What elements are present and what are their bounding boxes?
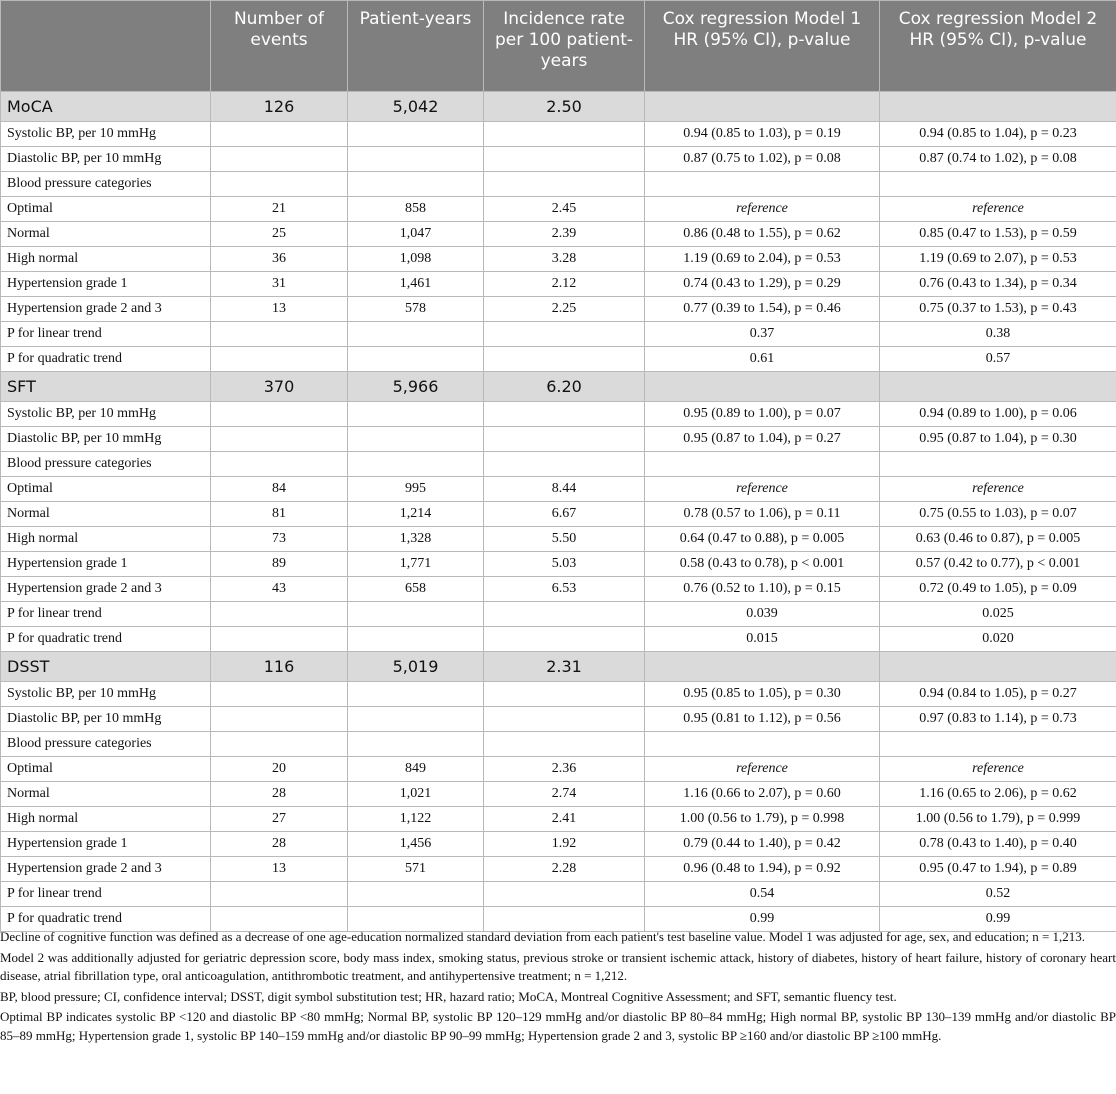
header-cox-model-2: Cox regression Model 2 HR (95% CI), p-value bbox=[880, 1, 1116, 92]
cell-events: 73 bbox=[211, 527, 348, 552]
cell-incidence: 2.28 bbox=[484, 857, 645, 882]
cell-patient-years bbox=[348, 427, 484, 452]
cell-model-2: 0.87 (0.74 to 1.02), p = 0.08 bbox=[880, 147, 1116, 172]
cell-model-1: 0.64 (0.47 to 0.88), p = 0.005 bbox=[645, 527, 880, 552]
section-model-2 bbox=[880, 652, 1116, 682]
cell-model-2: 1.16 (0.65 to 2.06), p = 0.62 bbox=[880, 782, 1116, 807]
cell-model-1: 0.76 (0.52 to 1.10), p = 0.15 bbox=[645, 577, 880, 602]
cell-model-2: reference bbox=[880, 197, 1116, 222]
cell-model-2 bbox=[880, 732, 1116, 757]
cell-events: 28 bbox=[211, 782, 348, 807]
table-row bbox=[1, 577, 1116, 602]
cell-model-2: 0.025 bbox=[880, 602, 1116, 627]
cell-patient-years bbox=[348, 707, 484, 732]
row-label: Hypertension grade 1 bbox=[1, 272, 211, 297]
section-model-2 bbox=[880, 372, 1116, 402]
cell-incidence bbox=[484, 172, 645, 197]
row-label: Blood pressure categories bbox=[1, 732, 211, 757]
section-model-2 bbox=[880, 92, 1116, 122]
cell-model-1: 0.61 bbox=[645, 347, 880, 372]
section-events: 126 bbox=[211, 92, 348, 122]
cell-patient-years bbox=[348, 452, 484, 477]
section-patient-years: 5,019 bbox=[348, 652, 484, 682]
cell-patient-years bbox=[348, 602, 484, 627]
table-row bbox=[1, 552, 1116, 577]
cell-model-2: 0.97 (0.83 to 1.14), p = 0.73 bbox=[880, 707, 1116, 732]
cell-events: 84 bbox=[211, 477, 348, 502]
section-row-dsst bbox=[1, 652, 1116, 682]
cell-patient-years: 1,456 bbox=[348, 832, 484, 857]
cell-patient-years: 1,098 bbox=[348, 247, 484, 272]
row-label: Diastolic BP, per 10 mmHg bbox=[1, 147, 211, 172]
footnotes bbox=[0, 928, 1116, 1045]
table-row bbox=[1, 147, 1116, 172]
cell-patient-years: 571 bbox=[348, 857, 484, 882]
table-row bbox=[1, 882, 1116, 907]
cell-patient-years bbox=[348, 347, 484, 372]
table-row bbox=[1, 247, 1116, 272]
row-label: P for linear trend bbox=[1, 322, 211, 347]
row-label: Hypertension grade 1 bbox=[1, 552, 211, 577]
cell-events: 25 bbox=[211, 222, 348, 247]
cell-events bbox=[211, 707, 348, 732]
cell-patient-years bbox=[348, 402, 484, 427]
cell-model-1: reference bbox=[645, 477, 880, 502]
row-label: Blood pressure categories bbox=[1, 172, 211, 197]
cell-patient-years: 1,021 bbox=[348, 782, 484, 807]
cell-incidence: 2.12 bbox=[484, 272, 645, 297]
row-label: Diastolic BP, per 10 mmHg bbox=[1, 427, 211, 452]
footnote-definition: Decline of cognitive function was defined as a decrease of one age-education normalized standard deviation from each patient's test baseline value. Model 1 was adjusted for age, sex, and education; n = 1,213. bbox=[0, 929, 1086, 944]
footnote-bp-categories: Optimal BP indicates systolic BP <120 and diastolic BP <80 mmHg; Normal BP, systolic BP 120–129 mmHg and/or diastolic BP 80–84 mmHg; High normal BP, systolic BP 130–139 mmHg and/or diastolic BP 85–89 mmHg; Hypertension grade 1, systolic BP 140–159 mmHg and/or diastolic BP 90–99 mmHg; Hypertension grade 2 and 3, systolic BP ≥160 and/or diastolic BP ≥100 mmHg. bbox=[0, 1009, 1116, 1043]
cell-events bbox=[211, 347, 348, 372]
cell-events: 13 bbox=[211, 297, 348, 322]
cell-patient-years: 578 bbox=[348, 297, 484, 322]
row-label: Optimal bbox=[1, 197, 211, 222]
section-name: MoCA bbox=[1, 92, 211, 122]
cell-model-2: 0.94 (0.89 to 1.00), p = 0.06 bbox=[880, 402, 1116, 427]
row-label: Normal bbox=[1, 502, 211, 527]
cell-patient-years: 995 bbox=[348, 477, 484, 502]
cell-events bbox=[211, 732, 348, 757]
cell-model-2: 1.00 (0.56 to 1.79), p = 0.999 bbox=[880, 807, 1116, 832]
cell-model-1: 0.79 (0.44 to 1.40), p = 0.42 bbox=[645, 832, 880, 857]
cell-incidence bbox=[484, 322, 645, 347]
cell-model-2: 0.95 (0.87 to 1.04), p = 0.30 bbox=[880, 427, 1116, 452]
section-model-1 bbox=[645, 372, 880, 402]
cell-model-2: 0.94 (0.85 to 1.04), p = 0.23 bbox=[880, 122, 1116, 147]
cell-incidence: 2.45 bbox=[484, 197, 645, 222]
row-label: Systolic BP, per 10 mmHg bbox=[1, 402, 211, 427]
cell-incidence bbox=[484, 452, 645, 477]
table-row bbox=[1, 427, 1116, 452]
table-row bbox=[1, 602, 1116, 627]
table-row bbox=[1, 197, 1116, 222]
cell-incidence: 3.28 bbox=[484, 247, 645, 272]
table-row bbox=[1, 857, 1116, 882]
cell-incidence bbox=[484, 347, 645, 372]
cell-model-1: 1.16 (0.66 to 2.07), p = 0.60 bbox=[645, 782, 880, 807]
cell-events bbox=[211, 627, 348, 652]
cell-events bbox=[211, 172, 348, 197]
cell-model-1: reference bbox=[645, 197, 880, 222]
cell-model-2: 0.57 (0.42 to 0.77), p < 0.001 bbox=[880, 552, 1116, 577]
cell-incidence bbox=[484, 402, 645, 427]
header-number-of-events: Number of events bbox=[211, 1, 348, 92]
cell-model-1: 0.015 bbox=[645, 627, 880, 652]
row-label: Optimal bbox=[1, 477, 211, 502]
header-cox-model-1: Cox regression Model 1 HR (95% CI), p-value bbox=[645, 1, 880, 92]
table-row bbox=[1, 477, 1116, 502]
row-label: High normal bbox=[1, 527, 211, 552]
row-label: High normal bbox=[1, 807, 211, 832]
table-row bbox=[1, 707, 1116, 732]
cell-model-2: 0.52 bbox=[880, 882, 1116, 907]
cell-events bbox=[211, 427, 348, 452]
table-row bbox=[1, 757, 1116, 782]
cell-events: 13 bbox=[211, 857, 348, 882]
cell-incidence: 6.67 bbox=[484, 502, 645, 527]
row-label: Optimal bbox=[1, 757, 211, 782]
footnote-model-2: Model 2 was additionally adjusted for geriatric depression score, body mass index, smoking status, previous stroke or transient ischemic attack, history of diabetes, history of heart failure, history of coronary heart disease, atrial fibrillation type, oral anticoagulation, antithrombotic treatment, and antihypertensive treatment; n = 1,212. bbox=[0, 949, 1116, 983]
cell-patient-years bbox=[348, 172, 484, 197]
header-row bbox=[1, 1, 1116, 92]
cell-events bbox=[211, 322, 348, 347]
cell-events bbox=[211, 402, 348, 427]
cell-model-2: 0.95 (0.47 to 1.94), p = 0.89 bbox=[880, 857, 1116, 882]
cell-model-1: 1.19 (0.69 to 2.04), p = 0.53 bbox=[645, 247, 880, 272]
cell-patient-years: 1,047 bbox=[348, 222, 484, 247]
row-label: P for quadratic trend bbox=[1, 907, 211, 932]
cell-events bbox=[211, 682, 348, 707]
cell-patient-years: 849 bbox=[348, 757, 484, 782]
cell-incidence: 5.03 bbox=[484, 552, 645, 577]
cell-incidence: 2.74 bbox=[484, 782, 645, 807]
table-row bbox=[1, 172, 1116, 197]
cell-incidence: 1.92 bbox=[484, 832, 645, 857]
cell-incidence bbox=[484, 147, 645, 172]
cell-model-2: 0.99 bbox=[880, 907, 1116, 932]
cell-patient-years: 1,771 bbox=[348, 552, 484, 577]
section-name: SFT bbox=[1, 372, 211, 402]
cell-model-1: 0.95 (0.87 to 1.04), p = 0.27 bbox=[645, 427, 880, 452]
cell-model-1: 0.78 (0.57 to 1.06), p = 0.11 bbox=[645, 502, 880, 527]
cell-model-1: 0.95 (0.89 to 1.00), p = 0.07 bbox=[645, 402, 880, 427]
table-row bbox=[1, 272, 1116, 297]
row-label: Systolic BP, per 10 mmHg bbox=[1, 122, 211, 147]
row-label: Blood pressure categories bbox=[1, 452, 211, 477]
cell-incidence bbox=[484, 122, 645, 147]
row-label: Hypertension grade 2 and 3 bbox=[1, 297, 211, 322]
cell-model-1: 0.039 bbox=[645, 602, 880, 627]
cell-events: 27 bbox=[211, 807, 348, 832]
cell-model-1: reference bbox=[645, 757, 880, 782]
table-row bbox=[1, 122, 1116, 147]
section-events: 116 bbox=[211, 652, 348, 682]
cell-model-2: 0.76 (0.43 to 1.34), p = 0.34 bbox=[880, 272, 1116, 297]
row-label: P for quadratic trend bbox=[1, 347, 211, 372]
cell-incidence: 2.41 bbox=[484, 807, 645, 832]
cell-patient-years: 1,122 bbox=[348, 807, 484, 832]
cell-model-2: 0.57 bbox=[880, 347, 1116, 372]
cell-model-2: 0.38 bbox=[880, 322, 1116, 347]
row-label: High normal bbox=[1, 247, 211, 272]
cell-patient-years: 1,461 bbox=[348, 272, 484, 297]
header-empty bbox=[1, 1, 211, 92]
cell-model-1: 0.37 bbox=[645, 322, 880, 347]
section-events: 370 bbox=[211, 372, 348, 402]
table-row bbox=[1, 347, 1116, 372]
table-row bbox=[1, 322, 1116, 347]
section-incidence: 6.20 bbox=[484, 372, 645, 402]
cell-model-2: 0.78 (0.43 to 1.40), p = 0.40 bbox=[880, 832, 1116, 857]
cell-events: 43 bbox=[211, 577, 348, 602]
table-row bbox=[1, 682, 1116, 707]
table-row bbox=[1, 832, 1116, 857]
cell-model-1: 0.94 (0.85 to 1.03), p = 0.19 bbox=[645, 122, 880, 147]
cell-patient-years bbox=[348, 882, 484, 907]
cell-events: 81 bbox=[211, 502, 348, 527]
section-patient-years: 5,966 bbox=[348, 372, 484, 402]
row-label: Hypertension grade 2 and 3 bbox=[1, 577, 211, 602]
table-row bbox=[1, 627, 1116, 652]
cell-model-2: 0.85 (0.47 to 1.53), p = 0.59 bbox=[880, 222, 1116, 247]
cell-events bbox=[211, 122, 348, 147]
cell-model-2: 0.75 (0.37 to 1.53), p = 0.43 bbox=[880, 297, 1116, 322]
cell-patient-years: 658 bbox=[348, 577, 484, 602]
cell-model-2: 0.63 (0.46 to 0.87), p = 0.005 bbox=[880, 527, 1116, 552]
row-label: Normal bbox=[1, 782, 211, 807]
table-row bbox=[1, 782, 1116, 807]
cell-model-1: 0.74 (0.43 to 1.29), p = 0.29 bbox=[645, 272, 880, 297]
cell-model-2 bbox=[880, 172, 1116, 197]
cell-incidence bbox=[484, 882, 645, 907]
row-label: Systolic BP, per 10 mmHg bbox=[1, 682, 211, 707]
cell-patient-years bbox=[348, 682, 484, 707]
table-row bbox=[1, 402, 1116, 427]
cell-model-2: 0.72 (0.49 to 1.05), p = 0.09 bbox=[880, 577, 1116, 602]
cell-patient-years bbox=[348, 147, 484, 172]
table-row bbox=[1, 452, 1116, 477]
cell-events bbox=[211, 452, 348, 477]
cell-patient-years bbox=[348, 627, 484, 652]
cell-events bbox=[211, 602, 348, 627]
cell-incidence: 8.44 bbox=[484, 477, 645, 502]
cell-model-1 bbox=[645, 172, 880, 197]
cell-incidence bbox=[484, 627, 645, 652]
cell-patient-years bbox=[348, 122, 484, 147]
cell-model-2: 1.19 (0.69 to 2.07), p = 0.53 bbox=[880, 247, 1116, 272]
cell-model-2: 0.75 (0.55 to 1.03), p = 0.07 bbox=[880, 502, 1116, 527]
cell-model-1: 0.77 (0.39 to 1.54), p = 0.46 bbox=[645, 297, 880, 322]
cell-incidence bbox=[484, 707, 645, 732]
cell-model-1 bbox=[645, 732, 880, 757]
table-row bbox=[1, 527, 1116, 552]
section-incidence: 2.50 bbox=[484, 92, 645, 122]
cell-patient-years bbox=[348, 732, 484, 757]
cell-events: 20 bbox=[211, 757, 348, 782]
row-label: Hypertension grade 1 bbox=[1, 832, 211, 857]
cell-incidence: 2.25 bbox=[484, 297, 645, 322]
cell-model-2: reference bbox=[880, 757, 1116, 782]
cell-model-2: reference bbox=[880, 477, 1116, 502]
header-patient-years: Patient-years bbox=[348, 1, 484, 92]
cell-events: 21 bbox=[211, 197, 348, 222]
footnote-abbreviations: BP, blood pressure; CI, confidence interval; DSST, digit symbol substitution test; HR, hazard ratio; MoCA, Montreal Cognitive Assessment; and SFT, semantic fluency test. bbox=[0, 988, 897, 1004]
section-row-sft bbox=[1, 372, 1116, 402]
table-row bbox=[1, 297, 1116, 322]
section-row-moca bbox=[1, 92, 1116, 122]
cell-patient-years: 1,328 bbox=[348, 527, 484, 552]
cell-model-1: 0.86 (0.48 to 1.55), p = 0.62 bbox=[645, 222, 880, 247]
cell-model-1: 1.00 (0.56 to 1.79), p = 0.998 bbox=[645, 807, 880, 832]
cell-incidence: 6.53 bbox=[484, 577, 645, 602]
section-incidence: 2.31 bbox=[484, 652, 645, 682]
cell-incidence bbox=[484, 602, 645, 627]
cell-events: 31 bbox=[211, 272, 348, 297]
table-header bbox=[1, 1, 1116, 92]
table-body bbox=[1, 92, 1116, 932]
cell-model-2 bbox=[880, 452, 1116, 477]
row-label: Diastolic BP, per 10 mmHg bbox=[1, 707, 211, 732]
section-model-1 bbox=[645, 652, 880, 682]
cell-patient-years bbox=[348, 322, 484, 347]
cell-incidence bbox=[484, 427, 645, 452]
cell-model-2: 0.94 (0.84 to 1.05), p = 0.27 bbox=[880, 682, 1116, 707]
cell-incidence bbox=[484, 682, 645, 707]
table-row bbox=[1, 807, 1116, 832]
cell-incidence bbox=[484, 732, 645, 757]
cell-events: 36 bbox=[211, 247, 348, 272]
table-row bbox=[1, 222, 1116, 247]
header-incidence-rate: Incidence rate per 100 patient-years bbox=[484, 1, 645, 92]
cell-model-1: 0.96 (0.48 to 1.94), p = 0.92 bbox=[645, 857, 880, 882]
cell-model-1: 0.58 (0.43 to 0.78), p < 0.001 bbox=[645, 552, 880, 577]
cell-patient-years: 858 bbox=[348, 197, 484, 222]
cell-events: 89 bbox=[211, 552, 348, 577]
cell-incidence: 5.50 bbox=[484, 527, 645, 552]
cell-model-1: 0.54 bbox=[645, 882, 880, 907]
row-label: Normal bbox=[1, 222, 211, 247]
cell-model-1 bbox=[645, 452, 880, 477]
row-label: P for linear trend bbox=[1, 602, 211, 627]
cell-events bbox=[211, 147, 348, 172]
table-row bbox=[1, 502, 1116, 527]
row-label: P for linear trend bbox=[1, 882, 211, 907]
section-patient-years: 5,042 bbox=[348, 92, 484, 122]
table-row bbox=[1, 732, 1116, 757]
cell-model-1: 0.95 (0.85 to 1.05), p = 0.30 bbox=[645, 682, 880, 707]
row-label: P for quadratic trend bbox=[1, 627, 211, 652]
cell-model-2: 0.020 bbox=[880, 627, 1116, 652]
cell-patient-years: 1,214 bbox=[348, 502, 484, 527]
row-label: Hypertension grade 2 and 3 bbox=[1, 857, 211, 882]
cell-model-1: 0.95 (0.81 to 1.12), p = 0.56 bbox=[645, 707, 880, 732]
cell-incidence: 2.36 bbox=[484, 757, 645, 782]
cell-model-1: 0.99 bbox=[645, 907, 880, 932]
section-model-1 bbox=[645, 92, 880, 122]
cell-events: 28 bbox=[211, 832, 348, 857]
section-name: DSST bbox=[1, 652, 211, 682]
cell-model-1: 0.87 (0.75 to 1.02), p = 0.08 bbox=[645, 147, 880, 172]
cell-incidence: 2.39 bbox=[484, 222, 645, 247]
cell-events bbox=[211, 882, 348, 907]
